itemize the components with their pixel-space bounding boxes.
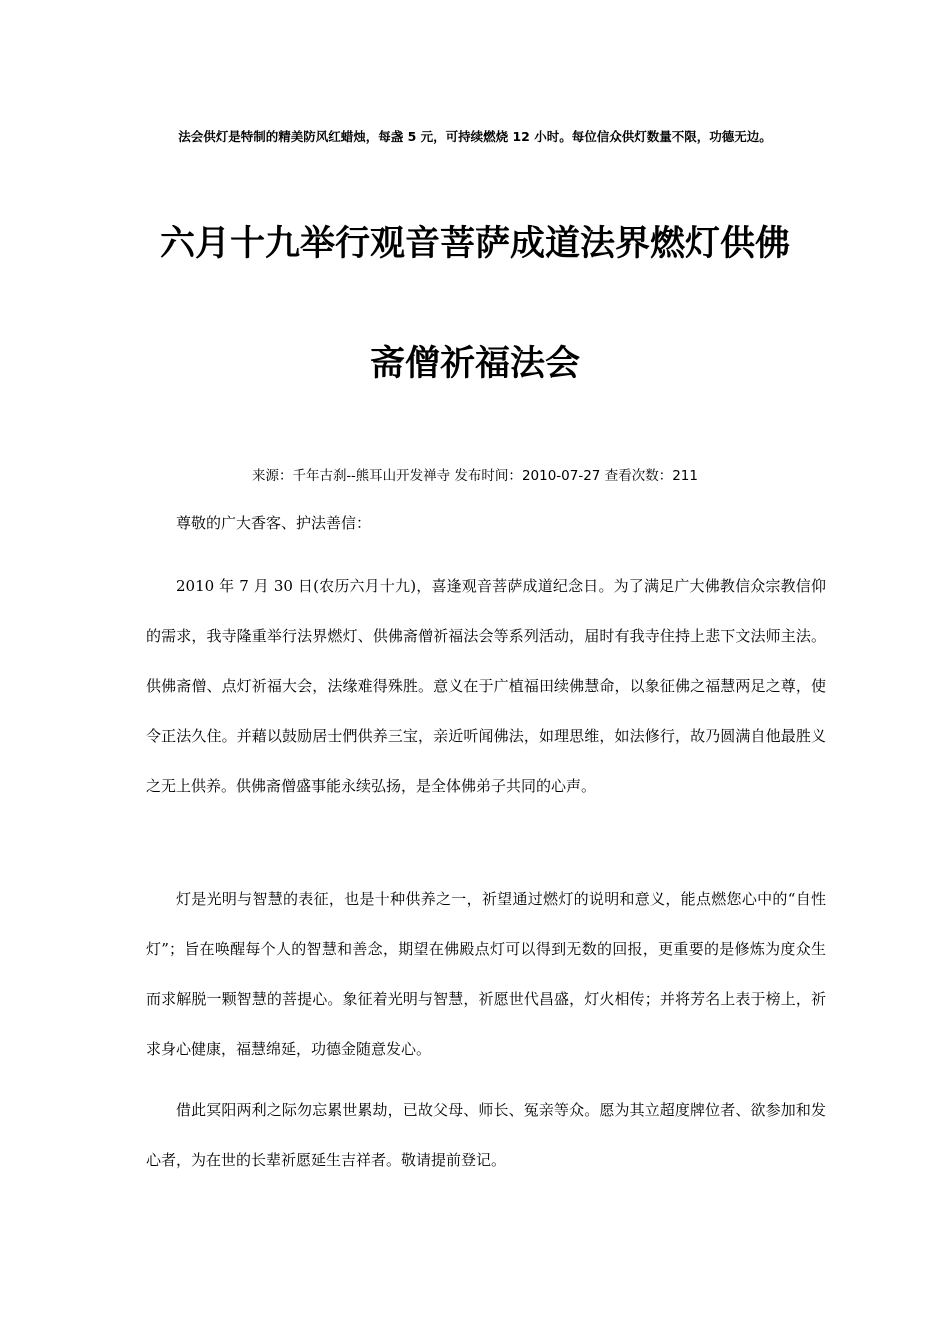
article-meta — [0, 465, 950, 487]
source-value: 千年古刹--熊耳山开发禅寺 — [292, 468, 451, 484]
greeting-block — [146, 498, 826, 548]
body-paragraph: 借此冥阳两利之际勿忘累世累劫，已故父母、师长、冤亲等众。愿为其立超度牌位者、欲参加和发心者，为在世的长辈祈愿延生吉祥者。敬请提前登记。 — [146, 1101, 826, 1169]
view-count: 211 — [672, 468, 698, 484]
body-paragraph: 灯是光明与智慧的表征，也是十种供养之一，祈望通过燃灯的说明和意义，能点燃您心中的“自性灯”；旨在唤醒每个人的智慧和善念，期望在佛殿点灯可以得到无数的回报，更重要的是修炼为度众生而求解脱一颗智慧的菩提心。象征着光明与智慧，祈愿世代昌盛，灯火相传；并将芳名上表于榜上，祈求身心健康，福慧绵延，功德金随意发心。 — [146, 890, 826, 1058]
paragraph-block-1 — [146, 561, 826, 811]
publish-label: 发布时间： — [450, 468, 522, 484]
body-paragraph: 2010 年 7 月 30 日(农历六月十九)，喜逢观音菩萨成道纪念日。为了满足广大佛教信众宗教信仰的需求，我寺隆重举行法界燃灯、供佛斋僧祈福法会等系列活动，届时有我寺住持上悲下文法师主法。供佛斋僧、点灯祈福大会，法缘难得殊胜。意义在于广植福田续佛慧命，以象征佛之福慧两足之尊，使令正法久住。并藉以鼓励居士們供养三宝，亲近听闻佛法，如理思维，如法修行，故乃圆满自他最胜义之无上供养。供佛斋僧盛事能永续弘扬，是全体佛弟子共同的心声。 — [146, 577, 826, 795]
paragraph-block-2 — [146, 874, 826, 1074]
lamp-offering-notice: 法会供灯是特制的精美防风红蜡烛，每盏 5 元，可持续燃烧 12 小时。每位信众供灯数量不限，功德无边。 — [178, 129, 772, 144]
source-label: 来源： — [252, 468, 293, 484]
page-title-line-1: 六月十九举行观音菩萨成道法界燃灯供佛 — [159, 224, 790, 264]
greeting: 尊敬的广大香客、护法善信： — [176, 514, 372, 532]
publish-date: 2010-07-27 — [521, 468, 601, 484]
views-label: 查看次数： — [600, 468, 673, 484]
paragraph-block-3 — [146, 1085, 826, 1185]
page-title-line-2: 斋僧祈福法会 — [369, 344, 580, 384]
